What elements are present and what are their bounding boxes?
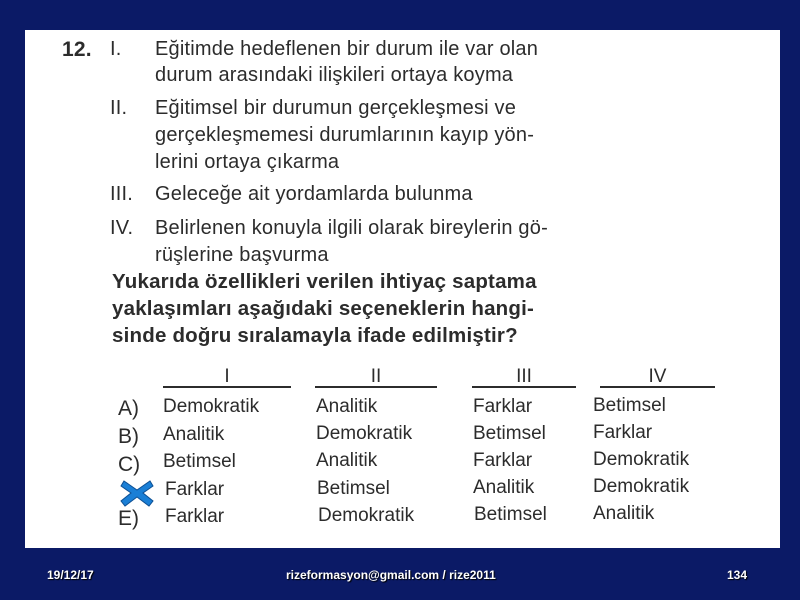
item-1-line-1: Eğitimde hedeflenen bir durum ile var olan xyxy=(155,38,539,60)
option-c-col-1: Betimsel xyxy=(163,451,236,472)
item-4-line-2: rüşlerine başvurma xyxy=(155,244,329,266)
option-b-letter[interactable]: B) xyxy=(118,425,139,448)
footer-page-number: 134 xyxy=(727,568,748,582)
option-a-col-4: Betimsel xyxy=(593,395,666,416)
item-1-line-2: durum arasındaki ilişkileri ortaya koyma xyxy=(155,64,514,86)
prompt-line-2: yaklaşımları aşağıdaki seçeneklerin hangi- xyxy=(112,297,535,320)
option-c-letter[interactable]: C) xyxy=(118,453,141,476)
item-4-line-1: Belirlenen konuyla ilgili olarak bireylerin gö- xyxy=(155,217,548,239)
question-number: 12. xyxy=(62,38,92,61)
option-e-col-3: Betimsel xyxy=(474,504,547,525)
option-b-col-3: Betimsel xyxy=(473,423,546,444)
option-e-col-1: Farklar xyxy=(165,506,225,527)
column-header-3: III xyxy=(472,368,576,388)
option-a-col-3: Farklar xyxy=(473,396,533,417)
item-2-line-3: lerini ortaya çıkarma xyxy=(155,151,340,173)
footer-email: rizeformasyon@gmail.com / rize2011 xyxy=(286,568,496,582)
option-a-col-1: Demokratik xyxy=(163,396,260,417)
option-e-letter[interactable]: E) xyxy=(118,507,139,530)
item-2-line-1: Eğitimsel bir durumun gerçekleşmesi ve xyxy=(155,97,517,119)
footer-date: 19/12/17 xyxy=(47,568,94,582)
option-d-col-1: Farklar xyxy=(165,479,225,500)
prompt-line-3: sinde doğru sıralamayla ifade edilmiştir? xyxy=(112,324,518,347)
item-roman-4: IV. xyxy=(110,217,134,239)
option-b-col-1: Analitik xyxy=(163,424,225,445)
option-e-col-4: Analitik xyxy=(593,503,655,524)
option-b-col-2: Demokratik xyxy=(316,423,413,444)
option-d-col-2: Betimsel xyxy=(317,478,390,499)
item-roman-1: I. xyxy=(110,38,122,60)
column-header-4: IV xyxy=(600,368,715,388)
option-a-letter[interactable]: A) xyxy=(118,397,139,420)
item-3-line-1: Geleceğe ait yordamlarda bulunma xyxy=(155,183,473,205)
item-roman-3: III. xyxy=(110,183,134,205)
item-roman-2: II. xyxy=(110,97,128,119)
option-d-col-3: Analitik xyxy=(473,477,535,498)
option-c-col-3: Farklar xyxy=(473,450,533,471)
option-c-col-2: Analitik xyxy=(316,450,378,471)
option-d-col-4: Demokratik xyxy=(593,476,690,497)
column-header-2: II xyxy=(315,368,437,388)
option-c-col-4: Demokratik xyxy=(593,449,690,470)
prompt-line-1: Yukarıda özellikleri verilen ihtiyaç saptama xyxy=(112,270,537,293)
cross-mark-icon xyxy=(120,478,154,508)
item-2-line-2: gerçekleşmemesi durumlarının kayıp yön- xyxy=(155,124,535,146)
option-b-col-4: Farklar xyxy=(593,422,653,443)
option-e-col-2: Demokratik xyxy=(318,505,415,526)
option-a-col-2: Analitik xyxy=(316,396,378,417)
column-header-1: I xyxy=(163,368,291,388)
